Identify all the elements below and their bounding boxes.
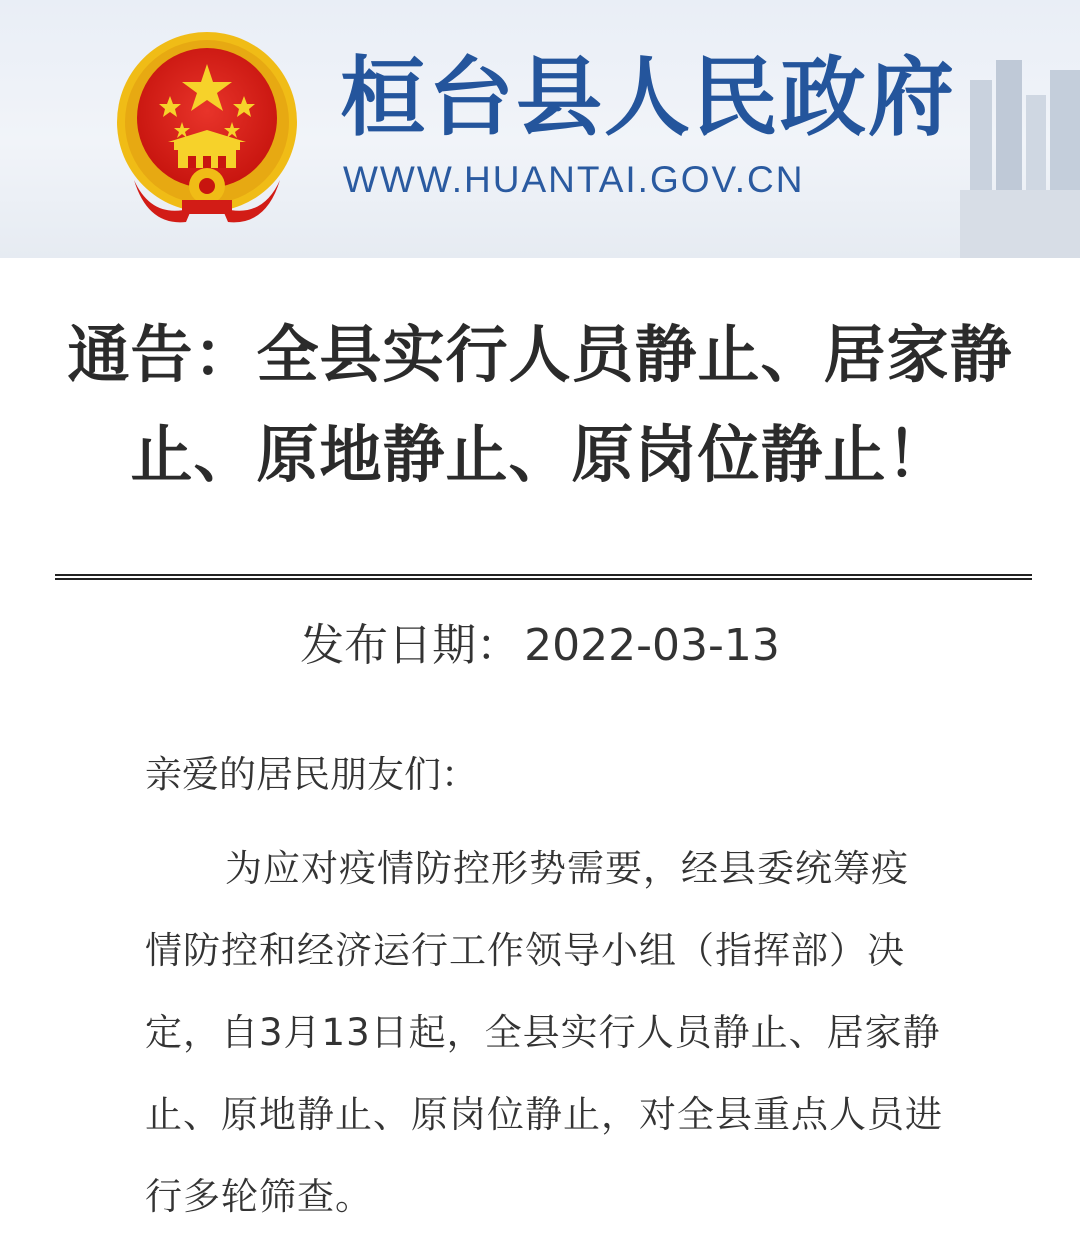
city-skyline-image — [960, 40, 1080, 258]
site-url: WWW.HUANTAI.GOV.CN — [343, 159, 805, 200]
site-title: 桓台县人民政府 — [340, 48, 956, 148]
title-divider — [55, 574, 1032, 580]
national-emblem-icon — [112, 30, 302, 226]
article-title: 通告：全县实行人员静止、居家静止、原地静止、原岗位静止！ — [67, 318, 1013, 491]
publish-date — [0, 614, 1080, 678]
publish-date-value: 2022-03-13 — [524, 620, 780, 671]
greeting: 亲爱的居民朋友们： — [145, 753, 478, 796]
site-banner — [0, 0, 1080, 258]
body-paragraph: 为应对疫情防控形势需要，经县委统筹疫情防控和经济运行工作领导小组（指挥部）决定，自3月13日起，全县实行人员静止、居家静止、原地静止、原岗位静止，对全县重点人员进行多轮筛查。 — [145, 847, 943, 1218]
publish-date-label: 发布日期： — [300, 620, 521, 671]
